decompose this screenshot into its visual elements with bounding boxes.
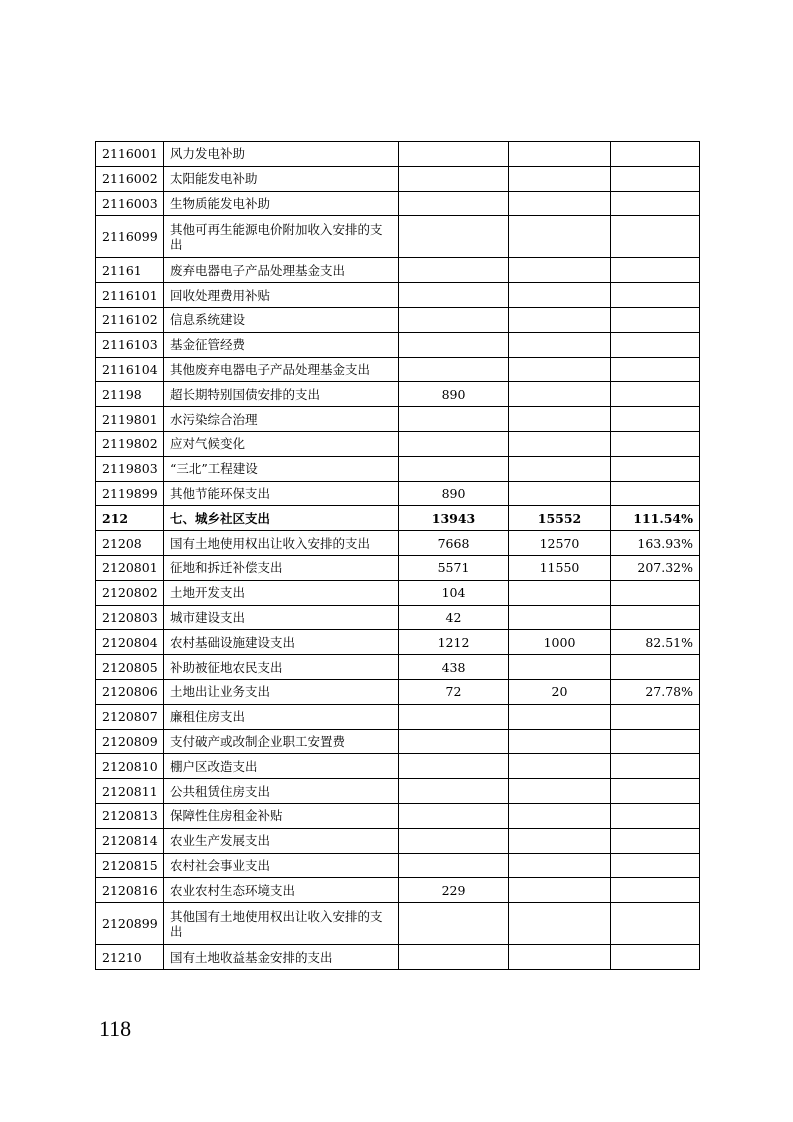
cell-value-3 (611, 142, 700, 167)
cell-value-1 (399, 456, 509, 481)
cell-name: 信息系统建设 (164, 307, 399, 332)
cell-value-2 (509, 382, 611, 407)
cell-value-3 (611, 704, 700, 729)
table-row (96, 506, 700, 531)
cell-code: 2116102 (96, 307, 164, 332)
cell-name: 公共租赁住房支出 (164, 779, 399, 804)
table-row (96, 456, 700, 481)
cell-value-1 (399, 258, 509, 283)
cell-code: 2120813 (96, 803, 164, 828)
cell-code: 21198 (96, 382, 164, 407)
cell-code: 2116101 (96, 283, 164, 308)
cell-value-3: 163.93% (611, 531, 700, 556)
cell-code: 2120816 (96, 878, 164, 903)
cell-name: 风力发电补助 (164, 142, 399, 167)
cell-code: 212 (96, 506, 164, 531)
cell-value-2: 1000 (509, 630, 611, 655)
cell-value-1 (399, 283, 509, 308)
cell-value-3 (611, 431, 700, 456)
cell-value-2: 12570 (509, 531, 611, 556)
cell-value-1 (399, 216, 509, 258)
cell-value-2 (509, 754, 611, 779)
cell-value-2 (509, 216, 611, 258)
cell-value-3 (611, 779, 700, 804)
cell-name: 水污染综合治理 (164, 407, 399, 432)
cell-value-2 (509, 803, 611, 828)
cell-value-2 (509, 283, 611, 308)
cell-name: 土地出让业务支出 (164, 679, 399, 704)
cell-code: 2116001 (96, 142, 164, 167)
cell-name: 支付破产或改制企业职工安置费 (164, 729, 399, 754)
cell-value-2 (509, 828, 611, 853)
cell-value-1 (399, 704, 509, 729)
cell-value-2 (509, 307, 611, 332)
cell-value-3 (611, 655, 700, 680)
cell-name: 补助被征地农民支出 (164, 655, 399, 680)
cell-code: 2119802 (96, 431, 164, 456)
cell-value-3 (611, 853, 700, 878)
table-row (96, 258, 700, 283)
table-row (96, 191, 700, 216)
table-row (96, 332, 700, 357)
cell-code: 2116003 (96, 191, 164, 216)
cell-value-2 (509, 853, 611, 878)
cell-value-3 (611, 729, 700, 754)
table-row (96, 754, 700, 779)
cell-value-3 (611, 580, 700, 605)
cell-value-2 (509, 605, 611, 630)
cell-name: 农业农村生态环境支出 (164, 878, 399, 903)
table-row (96, 729, 700, 754)
table-row (96, 704, 700, 729)
cell-value-1: 104 (399, 580, 509, 605)
cell-value-1 (399, 357, 509, 382)
cell-value-2 (509, 945, 611, 970)
cell-value-1 (399, 431, 509, 456)
table-row (96, 580, 700, 605)
cell-value-3 (611, 166, 700, 191)
cell-value-1 (399, 803, 509, 828)
table-row (96, 407, 700, 432)
budget-table-body (96, 142, 700, 970)
cell-name: 农村社会事业支出 (164, 853, 399, 878)
table-row (96, 142, 700, 167)
cell-code: 2120811 (96, 779, 164, 804)
table-row (96, 655, 700, 680)
cell-value-3 (611, 456, 700, 481)
table-row (96, 382, 700, 407)
cell-name: 其他废弃电器电子产品处理基金支出 (164, 357, 399, 382)
cell-name: 七、城乡社区支出 (164, 506, 399, 531)
cell-value-1 (399, 142, 509, 167)
cell-value-1: 7668 (399, 531, 509, 556)
cell-code: 2120804 (96, 630, 164, 655)
page-number: 118 (99, 1016, 132, 1041)
cell-name: 土地开发支出 (164, 580, 399, 605)
cell-value-1 (399, 903, 509, 945)
cell-name: 基金征管经费 (164, 332, 399, 357)
cell-value-3 (611, 382, 700, 407)
table-row (96, 555, 700, 580)
cell-value-2 (509, 332, 611, 357)
cell-value-2 (509, 481, 611, 506)
cell-name: 农村基础设施建设支出 (164, 630, 399, 655)
cell-name: 其他可再生能源电价附加收入安排的支出 (164, 216, 399, 258)
cell-value-2 (509, 878, 611, 903)
cell-code: 21210 (96, 945, 164, 970)
cell-code: 2119803 (96, 456, 164, 481)
cell-name: “三北”工程建设 (164, 456, 399, 481)
cell-name: 生物质能发电补助 (164, 191, 399, 216)
cell-name: 农业生产发展支出 (164, 828, 399, 853)
table-row (96, 166, 700, 191)
table-row (96, 605, 700, 630)
cell-value-1: 229 (399, 878, 509, 903)
cell-value-1: 890 (399, 382, 509, 407)
cell-value-3 (611, 945, 700, 970)
cell-value-1 (399, 307, 509, 332)
cell-name: 废弃电器电子产品处理基金支出 (164, 258, 399, 283)
cell-name: 棚户区改造支出 (164, 754, 399, 779)
cell-value-2: 20 (509, 679, 611, 704)
cell-value-3 (611, 828, 700, 853)
cell-value-2 (509, 431, 611, 456)
cell-code: 2116099 (96, 216, 164, 258)
cell-value-1 (399, 729, 509, 754)
cell-code: 2116103 (96, 332, 164, 357)
cell-name: 其他国有土地使用权出让收入安排的支出 (164, 903, 399, 945)
cell-name: 国有土地使用权出让收入安排的支出 (164, 531, 399, 556)
table-row (96, 679, 700, 704)
cell-value-1: 5571 (399, 555, 509, 580)
budget-table (95, 141, 700, 970)
table-row (96, 803, 700, 828)
table-row (96, 216, 700, 258)
cell-code: 2120809 (96, 729, 164, 754)
cell-code: 2120807 (96, 704, 164, 729)
cell-code: 2116104 (96, 357, 164, 382)
cell-code: 2120899 (96, 903, 164, 945)
cell-value-2 (509, 142, 611, 167)
cell-value-1 (399, 779, 509, 804)
cell-code: 2120814 (96, 828, 164, 853)
table-row (96, 945, 700, 970)
cell-name: 保障性住房租金补贴 (164, 803, 399, 828)
cell-value-3 (611, 754, 700, 779)
cell-value-2 (509, 729, 611, 754)
cell-value-2 (509, 779, 611, 804)
cell-code: 2120803 (96, 605, 164, 630)
cell-value-3 (611, 216, 700, 258)
table-row (96, 779, 700, 804)
table-row (96, 431, 700, 456)
table-row (96, 828, 700, 853)
cell-value-3 (611, 332, 700, 357)
cell-value-1 (399, 166, 509, 191)
cell-value-2 (509, 407, 611, 432)
cell-value-3 (611, 307, 700, 332)
table-row (96, 283, 700, 308)
cell-value-1 (399, 754, 509, 779)
cell-value-2 (509, 456, 611, 481)
table-row (96, 357, 700, 382)
cell-name: 城市建设支出 (164, 605, 399, 630)
cell-value-2 (509, 903, 611, 945)
cell-value-3 (611, 283, 700, 308)
cell-value-3 (611, 903, 700, 945)
cell-code: 2116002 (96, 166, 164, 191)
cell-value-2 (509, 191, 611, 216)
cell-value-2 (509, 655, 611, 680)
cell-value-2 (509, 357, 611, 382)
cell-value-2 (509, 258, 611, 283)
cell-value-3 (611, 357, 700, 382)
cell-value-1: 890 (399, 481, 509, 506)
cell-name: 太阳能发电补助 (164, 166, 399, 191)
cell-value-3 (611, 258, 700, 283)
cell-value-1 (399, 332, 509, 357)
table-row (96, 630, 700, 655)
cell-value-1: 72 (399, 679, 509, 704)
cell-value-1: 1212 (399, 630, 509, 655)
cell-code: 2120815 (96, 853, 164, 878)
cell-code: 2120802 (96, 580, 164, 605)
table-row (96, 481, 700, 506)
cell-value-3: 27.78% (611, 679, 700, 704)
cell-value-3: 111.54% (611, 506, 700, 531)
cell-value-3 (611, 191, 700, 216)
cell-name: 超长期特别国债安排的支出 (164, 382, 399, 407)
cell-name: 征地和拆迁补偿支出 (164, 555, 399, 580)
cell-value-3 (611, 407, 700, 432)
cell-value-1 (399, 828, 509, 853)
cell-value-2 (509, 166, 611, 191)
cell-value-1 (399, 853, 509, 878)
cell-value-3 (611, 481, 700, 506)
cell-value-1: 438 (399, 655, 509, 680)
table-row (96, 878, 700, 903)
cell-value-1 (399, 191, 509, 216)
cell-value-1: 42 (399, 605, 509, 630)
cell-value-2 (509, 704, 611, 729)
cell-name: 应对气候变化 (164, 431, 399, 456)
cell-value-1 (399, 407, 509, 432)
table-row (96, 853, 700, 878)
cell-value-3: 82.51% (611, 630, 700, 655)
cell-code: 2120806 (96, 679, 164, 704)
cell-name: 廉租住房支出 (164, 704, 399, 729)
cell-code: 21161 (96, 258, 164, 283)
table-row (96, 531, 700, 556)
cell-name: 其他节能环保支出 (164, 481, 399, 506)
cell-name: 国有土地收益基金安排的支出 (164, 945, 399, 970)
cell-name: 回收处理费用补贴 (164, 283, 399, 308)
cell-value-3 (611, 605, 700, 630)
cell-code: 2119801 (96, 407, 164, 432)
cell-value-1: 13943 (399, 506, 509, 531)
cell-value-2: 15552 (509, 506, 611, 531)
cell-value-3 (611, 878, 700, 903)
cell-value-3: 207.32% (611, 555, 700, 580)
cell-value-1 (399, 945, 509, 970)
cell-value-2: 11550 (509, 555, 611, 580)
cell-code: 2120805 (96, 655, 164, 680)
cell-code: 21208 (96, 531, 164, 556)
cell-code: 2120810 (96, 754, 164, 779)
cell-code: 2120801 (96, 555, 164, 580)
cell-code: 2119899 (96, 481, 164, 506)
cell-value-3 (611, 803, 700, 828)
cell-value-2 (509, 580, 611, 605)
table-row (96, 307, 700, 332)
table-row (96, 903, 700, 945)
